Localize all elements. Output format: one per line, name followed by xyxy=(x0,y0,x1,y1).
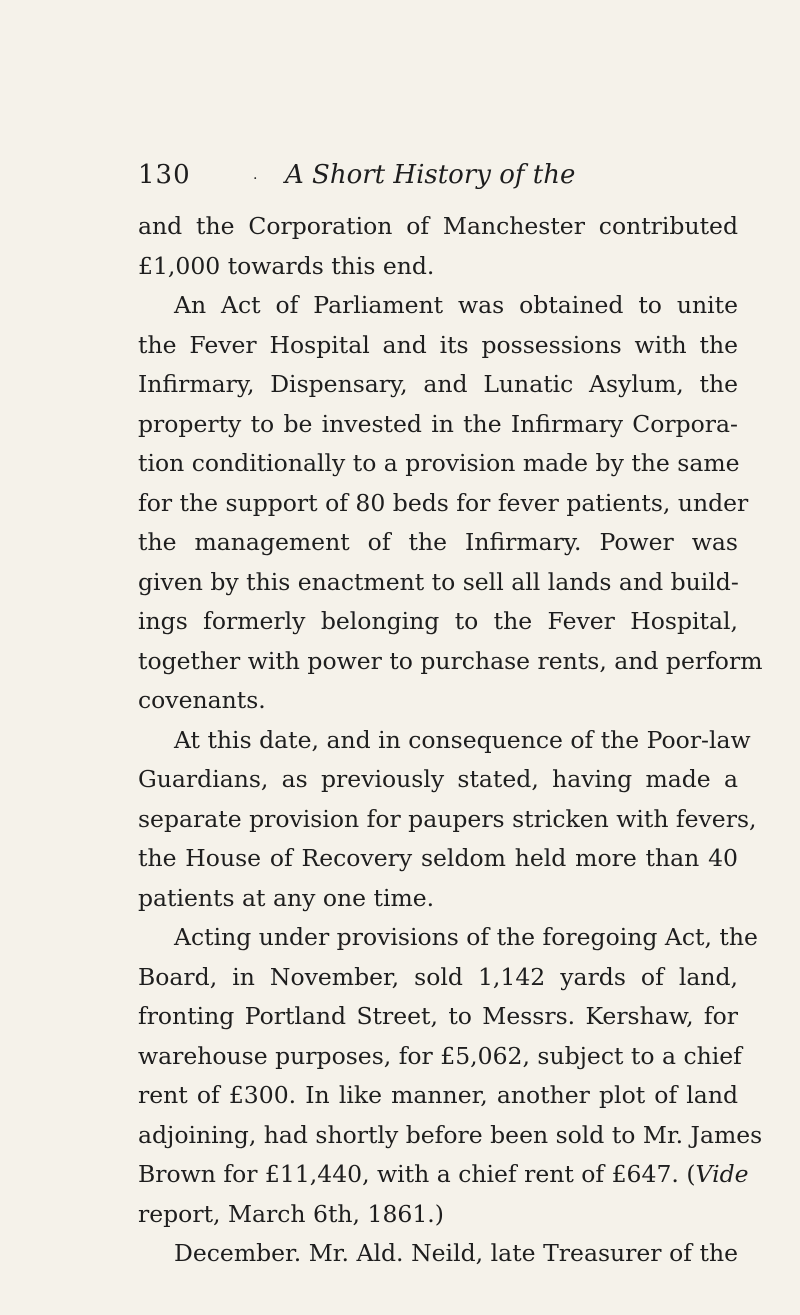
text-line: separate provision for paupers stricken with fevers, xyxy=(138,804,757,833)
text-line: together with power to purchase rents, and perform xyxy=(138,646,763,675)
text-line-with-italic xyxy=(138,1155,749,1195)
text-line: given by this enactment to sell all lands and build- xyxy=(138,567,739,596)
text-line: report, March 6th, 1861.) xyxy=(138,1199,444,1228)
text-line: fronting Portland Street, to Messrs. Kershaw, for xyxy=(138,1002,738,1030)
body-text xyxy=(138,207,763,1274)
text-line: ings formerly belonging to the Fever Hospital, xyxy=(138,607,738,635)
running-title: A Short History of the xyxy=(285,160,576,190)
text-line: the management of the Infirmary. Power was xyxy=(138,528,738,556)
text-line: the House of Recovery seldom held more than 40 xyxy=(138,844,738,872)
text-line: property to be invested in the Infirmary Corpora- xyxy=(138,409,738,438)
text-line: tion conditionally to a provision made by the same xyxy=(138,449,740,477)
text-line: Board, in November, sold 1,142 yards of land, xyxy=(138,962,738,991)
text-line: covenants. xyxy=(138,686,266,714)
text-line: Guardians, as previously stated, having made a xyxy=(138,765,738,793)
text-line: £1,000 towards this end. xyxy=(138,251,435,280)
italic-vide: Vide xyxy=(695,1160,749,1188)
page-header xyxy=(138,155,738,195)
text-line: rent of £300. In like manner, another plot of land xyxy=(138,1081,738,1109)
text-line: adjoining, had shortly before been sold to Mr. James xyxy=(138,1120,763,1149)
text-line: At this date, and in consequence of the Poor-law xyxy=(174,725,751,754)
text-segment: Brown for £11,440, with a chief rent of £647. ( xyxy=(138,1160,696,1188)
text-line: Infirmary, Dispensary, and Lunatic Asylum, the xyxy=(138,370,738,398)
header-separator: . xyxy=(253,167,258,183)
text-line: for the support of 80 beds for fever patients, under xyxy=(138,488,749,517)
text-line: An Act of Parliament was obtained to unite xyxy=(174,291,738,319)
text-line: December. Mr. Ald. Neild, late Treasurer of the xyxy=(174,1239,738,1267)
page-number: 130 xyxy=(138,160,191,190)
text-line: the Fever Hospital and its possessions with the xyxy=(138,330,738,359)
text-line: patients at any one time. xyxy=(138,883,435,912)
text-line: Acting under provisions of the foregoing Act, the xyxy=(174,923,758,951)
text-line: and the Corporation of Manchester contributed xyxy=(138,212,738,240)
text-line: warehouse purposes, for £5,062, subject to a chief xyxy=(138,1041,742,1070)
